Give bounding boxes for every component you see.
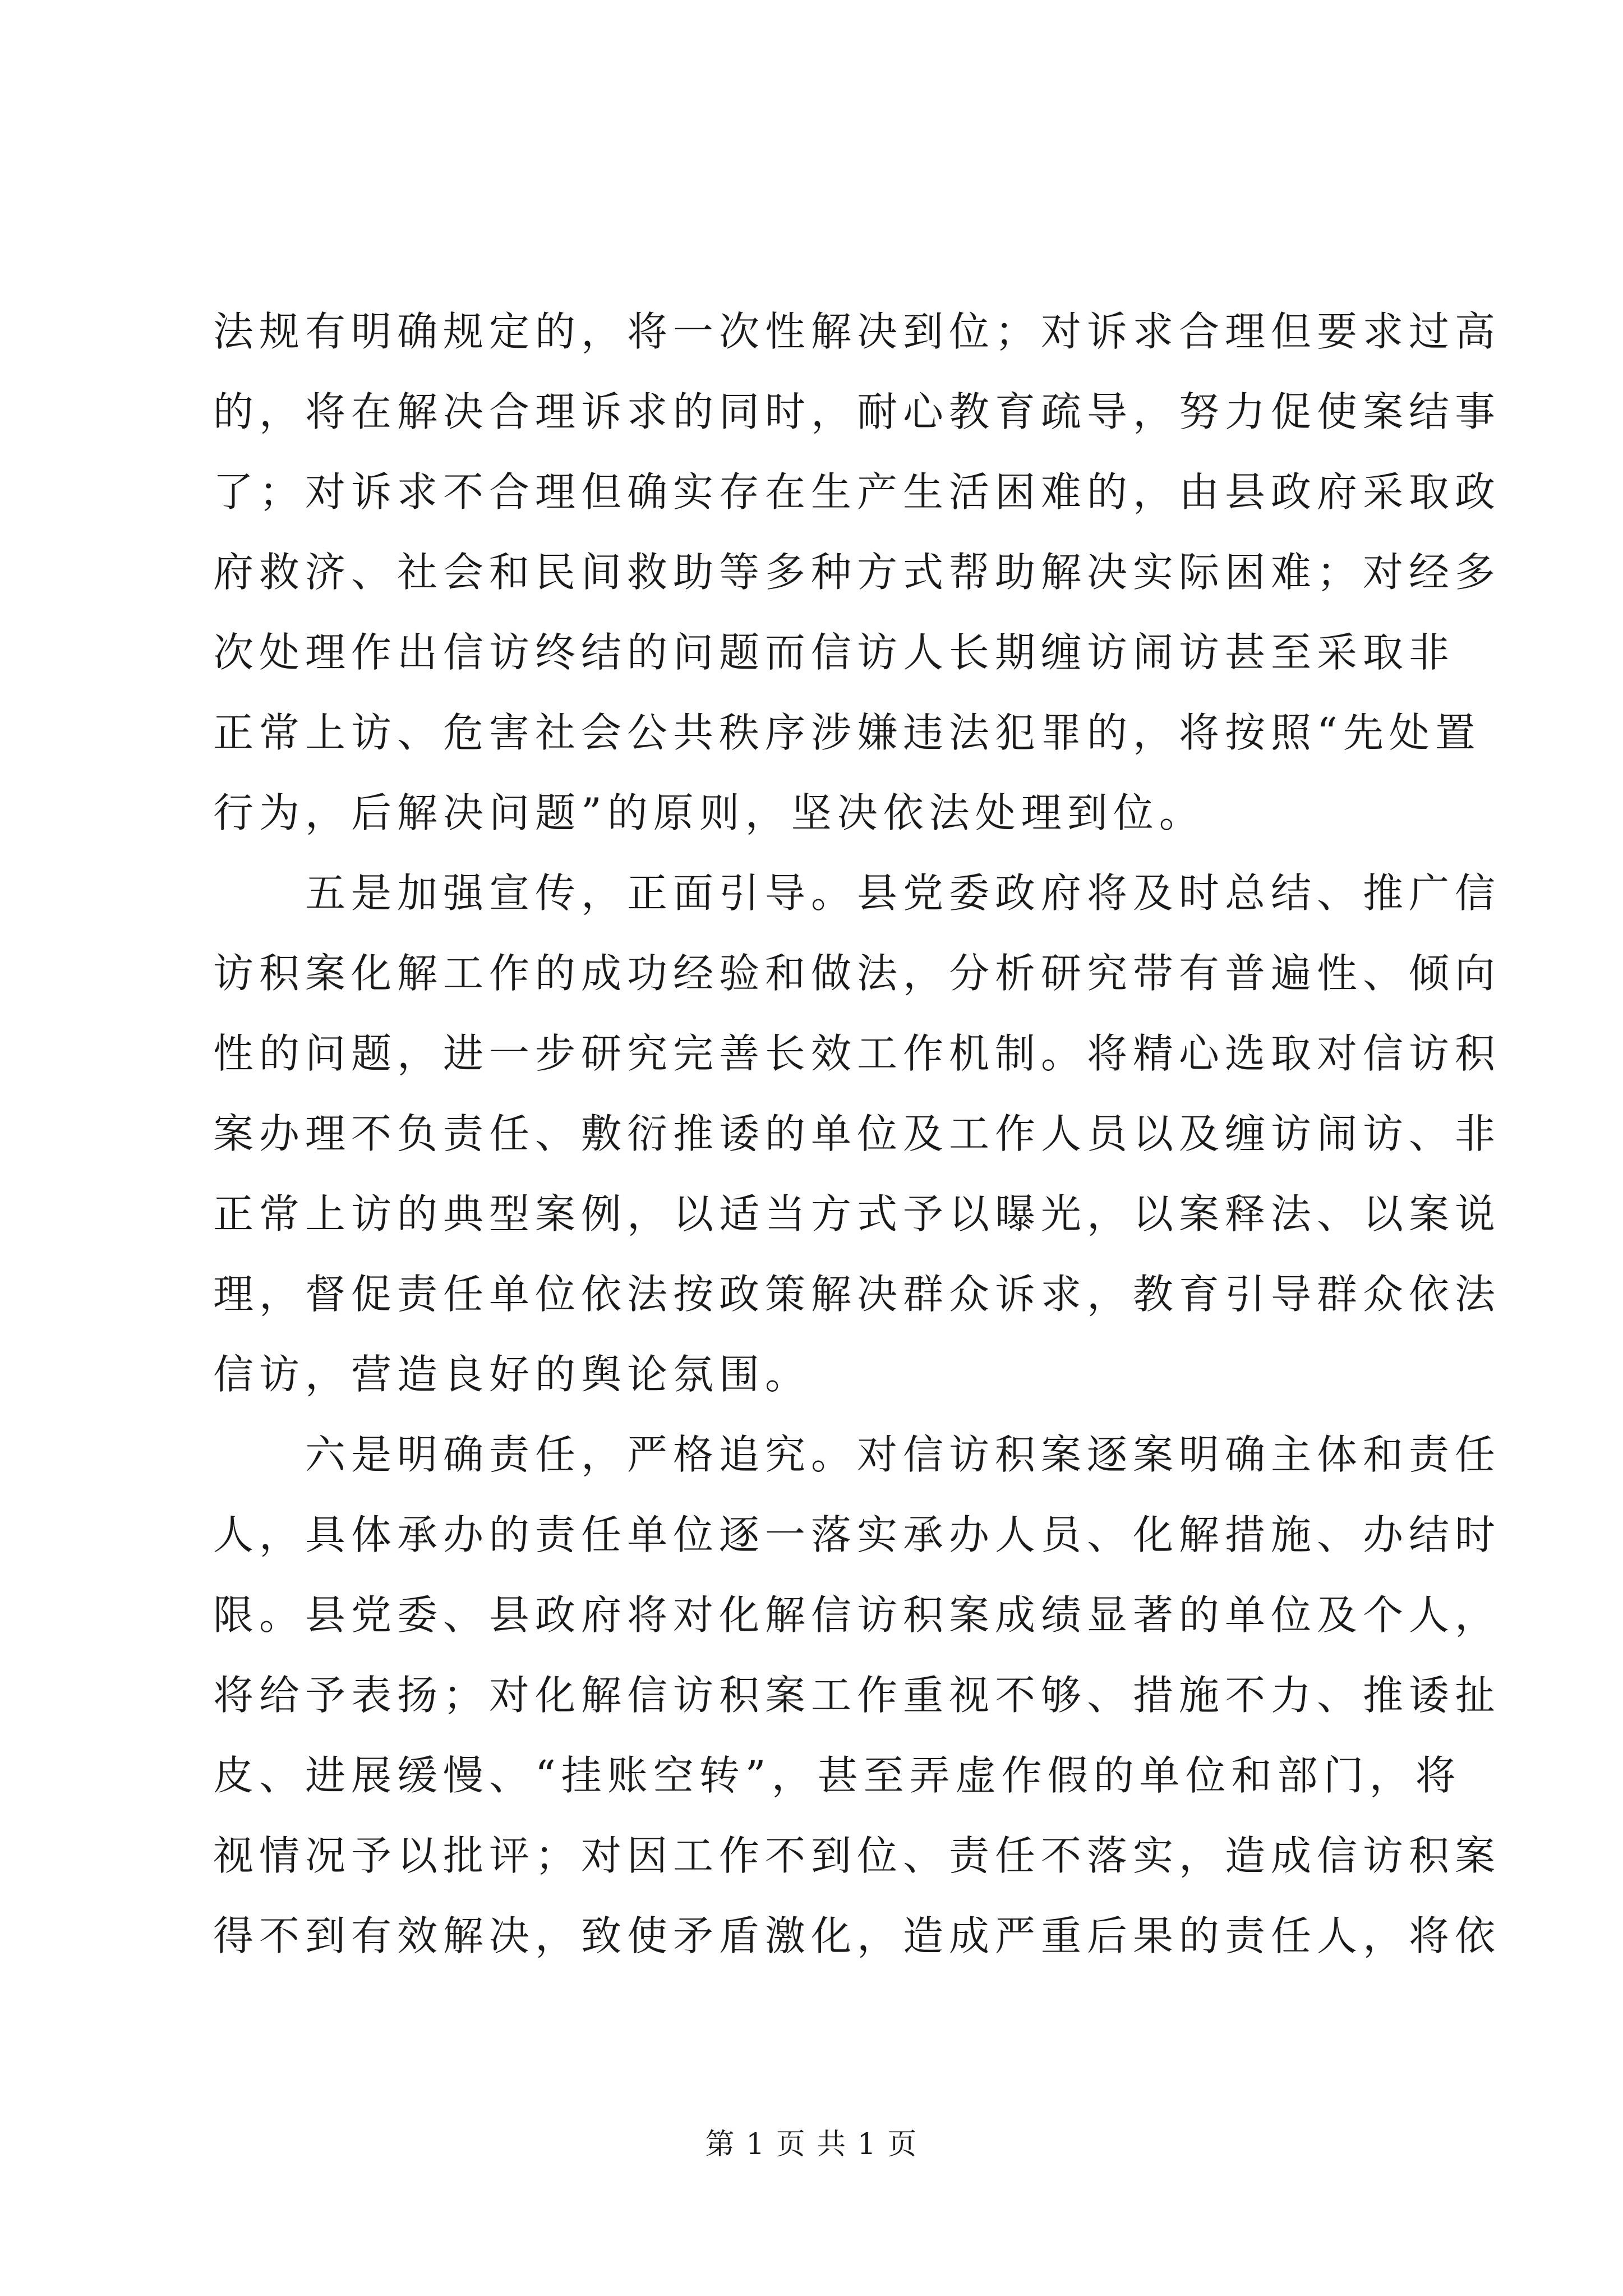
text-line: 得不到有效解决，致使矛盾激化，造成严重后果的责任人，将依 (213, 1912, 1501, 1959)
text-line: 人，具体承办的责任单位逐一落实承办人员、化解措施、办结时 (213, 1511, 1501, 1558)
text-line: 了；对诉求不合理但确实存在生产生活困难的，由县政府采取政 (213, 468, 1501, 516)
text-line: 正常上访、危害社会公共秩序涉嫌违法犯罪的，将按照“先处置 (213, 709, 1481, 756)
text-line: 限。县党委、县政府将对化解信访积案成绩显著的单位及个人， (213, 1591, 1501, 1639)
paragraph-six-start: 六是明确责任，严格追究。对信访积案逐案明确主体和责任 (213, 1431, 1501, 1478)
text-line: 案办理不负责任、敷衍推诿的单位及工作人员以及缠访闹访、非 (213, 1110, 1501, 1157)
text-line: 皮、进展缓慢、“挂账空转”，甚至弄虚作假的单位和部门，将 (213, 1752, 1461, 1799)
page-number-footer: 第 1 页 共 1 页 (705, 2128, 918, 2161)
text-line: 次处理作出信访终结的问题而信访人长期缠访闹访甚至采取非 (213, 629, 1455, 676)
text-line: 正常上访的典型案例，以适当方式予以曝光，以案释法、以案说 (213, 1190, 1501, 1237)
text-line: 将给予表扬；对化解信访积案工作重视不够、措施不力、推诿扯 (213, 1672, 1501, 1719)
text-line: 视情况予以批评；对因工作不到位、责任不落实，造成信访积案 (213, 1832, 1501, 1879)
paragraph-five-start: 五是加强宣传，正面引导。县党委政府将及时总结、推广信 (213, 869, 1501, 917)
text-line: 法规有明确规定的，将一次性解决到位；对诉求合理但要求过高 (213, 308, 1501, 355)
text-line: 行为，后解决问题”的原则，坚决依法处理到位。 (213, 789, 1205, 836)
text-line: 府救济、社会和民间救助等多种方式帮助解决实际困难；对经多 (213, 549, 1501, 596)
text-line: 的，将在解决合理诉求的同时，耐心教育疏导，努力促使案结事 (213, 388, 1501, 435)
text-line: 理，督促责任单位依法按政策解决群众诉求，教育引导群众依法 (213, 1271, 1501, 1318)
text-line: 访积案化解工作的成功经验和做法，分析研究带有普遍性、倾向 (213, 950, 1501, 997)
text-line: 性的问题，进一步研究完善长效工作机制。将精心选取对信访积 (213, 1030, 1501, 1077)
text-line: 信访，营造良好的舆论氛围。 (213, 1351, 811, 1398)
body-text (213, 292, 1501, 1976)
